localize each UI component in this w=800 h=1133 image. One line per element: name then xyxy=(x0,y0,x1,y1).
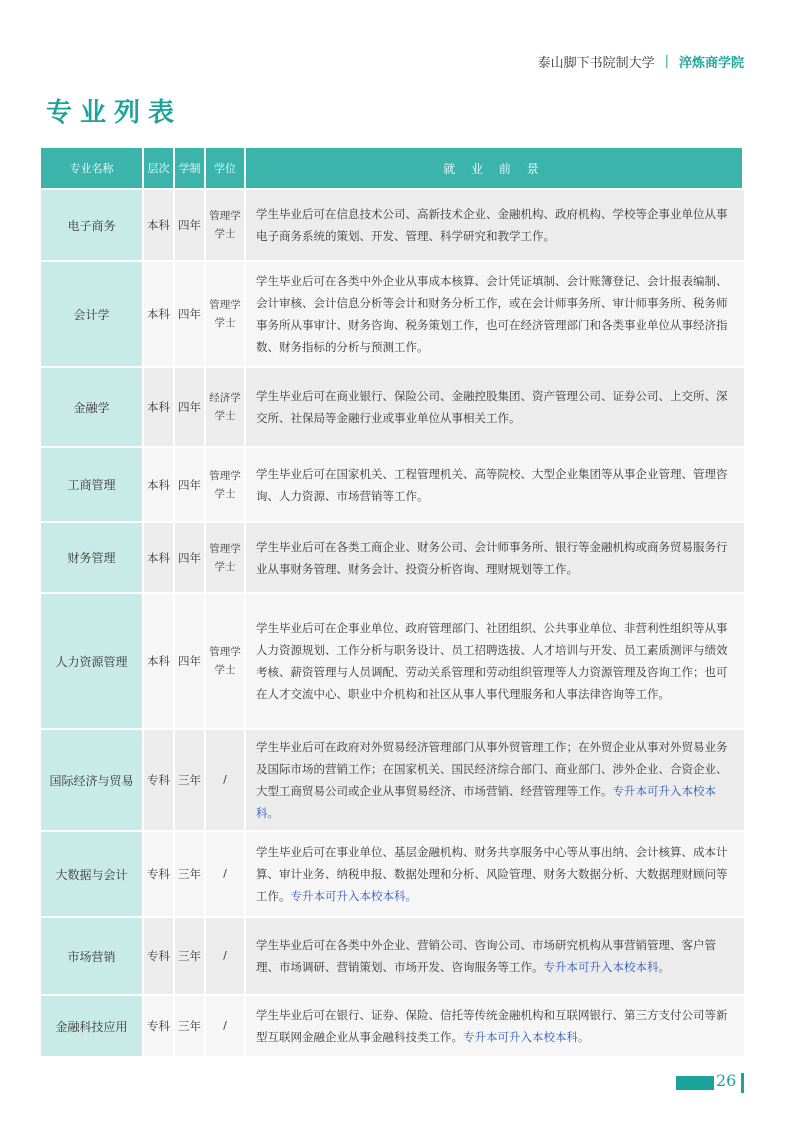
major-name: 国际经济与贸易 xyxy=(41,730,144,830)
table-row xyxy=(41,448,744,521)
col-header-prospect: 就 业 前 景 xyxy=(246,148,744,188)
prospect-text: 学生毕业后可在各类工商企业、财务公司、会计师事务所、银行等金融机构或商务贸易服务行业从事财务管理、财务会计、投资分析咨询、理财规划等工作。 xyxy=(256,539,728,576)
major-degree: 管理学学士 xyxy=(206,594,246,728)
prospect-text: 学生毕业后可在商业银行、保险公司、金融控股集团、资产管理公司、证券公司、上交所、深交所、社保局等金融行业或事业单位从事相关工作。 xyxy=(256,389,728,425)
prospect-text: 学生毕业后可在各类中外企业从事成本核算、会计凭证填制、会计账簿登记、会计报表编制、会计审核、会计信息分析等会计和财务分析工作，或在会计师事务所、审计师事务所、税务师事务所从事审计、财务咨询、税务策划工作，也可在经济管理部门和各类事业单位从事经济指数、财务指标的分析与预测工作。 xyxy=(256,274,728,354)
major-level: 本科 xyxy=(144,594,175,728)
major-degree: 管理学学士 xyxy=(206,262,246,366)
table-header-row xyxy=(41,148,744,188)
major-degree: / xyxy=(206,996,246,1056)
major-level: 本科 xyxy=(144,262,175,366)
university-name: 泰山脚下书院制大学 xyxy=(537,56,655,71)
major-name: 金融学 xyxy=(41,368,144,446)
table-row xyxy=(41,190,744,260)
major-degree: / xyxy=(206,918,246,994)
col-header-level: 层次 xyxy=(144,148,175,188)
major-level: 本科 xyxy=(144,523,175,592)
page-header xyxy=(538,52,744,71)
col-header-years: 学制 xyxy=(175,148,206,188)
major-prospect xyxy=(246,190,744,260)
col-header-name: 专业名称 xyxy=(41,148,144,188)
major-degree: 管理学学士 xyxy=(206,448,246,521)
major-degree: 管理学学士 xyxy=(206,523,246,592)
major-years: 四年 xyxy=(175,523,206,592)
major-name: 会计学 xyxy=(41,262,144,366)
major-years: 三年 xyxy=(175,918,206,994)
major-degree: / xyxy=(206,730,246,830)
major-prospect xyxy=(246,523,744,592)
college-name: 淬炼商学院 xyxy=(678,56,744,71)
table-row xyxy=(41,832,744,916)
table-row xyxy=(41,730,744,830)
table-row xyxy=(41,523,744,592)
major-prospect xyxy=(246,262,744,366)
table-row xyxy=(41,918,744,994)
upgrade-note: 专升本可升入本校本科。 xyxy=(256,784,716,820)
major-level: 专科 xyxy=(144,832,175,916)
major-level: 专科 xyxy=(144,918,175,994)
footer-bar xyxy=(676,1076,714,1090)
major-prospect xyxy=(246,730,744,830)
upgrade-note: 专升本可升入本校本科。 xyxy=(463,1030,590,1044)
major-prospect xyxy=(246,996,744,1056)
upgrade-note: 专升本可升入本校本科。 xyxy=(290,889,417,903)
table-row xyxy=(41,996,744,1056)
major-name: 市场营销 xyxy=(41,918,144,994)
prospect-text: 学生毕业后可在企事业单位、政府管理部门、社团组织、公共事业单位、非营利性组织等从事人力资源规划、工作分析与职务设计、员工招聘选拔、人才培训与开发、员工素质测评与绩效考核、薪资管理与人员调配、劳动关系管理和劳动组织管理等人力资源管理及咨询工作；也可在人才交流中心、职业中介机构和社区从事人事代理服务和人事法律咨询等工作。 xyxy=(256,621,728,701)
col-header-degree: 学位 xyxy=(206,148,246,188)
major-prospect xyxy=(246,448,744,521)
major-years: 四年 xyxy=(175,368,206,446)
major-level: 专科 xyxy=(144,996,175,1056)
major-level: 本科 xyxy=(144,368,175,446)
major-years: 四年 xyxy=(175,190,206,260)
major-prospect xyxy=(246,832,744,916)
major-name: 工商管理 xyxy=(41,448,144,521)
footer-tick xyxy=(741,1073,744,1093)
major-years: 四年 xyxy=(175,594,206,728)
upgrade-note: 专升本可升入本校本科。 xyxy=(543,960,670,974)
header-separator: | xyxy=(664,54,669,69)
prospect-text: 学生毕业后可在国家机关、工程管理机关、高等院校、大型企业集团等从事企业管理、管理咨询、人力资源、市场营销等工作。 xyxy=(256,466,728,503)
major-level: 本科 xyxy=(144,448,175,521)
major-prospect xyxy=(246,594,744,728)
major-years: 三年 xyxy=(175,996,206,1056)
major-degree: / xyxy=(206,832,246,916)
major-degree: 管理学学士 xyxy=(206,190,246,260)
major-degree: 经济学学士 xyxy=(206,368,246,446)
major-name: 财务管理 xyxy=(41,523,144,592)
table-row xyxy=(41,262,744,366)
major-prospect xyxy=(246,918,744,994)
prospect-text: 学生毕业后可在各类中外企业、营销公司、咨询公司、市场研究机构从事营销管理、客户管理、市场调研、营销策划、市场开发、咨询服务等工作。 xyxy=(256,938,716,974)
page-title: 专业列表 xyxy=(46,98,183,128)
prospect-text: 学生毕业后可在信息技术公司、高新技术企业、金融机构、政府机构、学校等企事业单位从事电子商务系统的策划、开发、管理、科学研究和教学工作。 xyxy=(256,207,728,243)
major-years: 四年 xyxy=(175,448,206,521)
major-years: 三年 xyxy=(175,730,206,830)
major-name: 大数据与会计 xyxy=(41,832,144,916)
major-years: 三年 xyxy=(175,832,206,916)
prospect-text: 学生毕业后可在政府对外贸易经济管理部门从事外贸管理工作；在外贸企业从事对外贸易业务及国际市场的营销工作；在国家机关、国民经济综合部门、商业部门、涉外企业、合资企业、大型工商贸易公司或企业从事贸易经济、市场营销、经营管理等工作。 xyxy=(256,740,728,798)
prospect-text: 学生毕业后可在银行、证券、保险、信托等传统金融机构和互联网银行、第三方支付公司等新型互联网金融企业从事金融科技类工作。 xyxy=(256,1008,728,1044)
table-row xyxy=(41,368,744,446)
major-level: 本科 xyxy=(144,190,175,260)
major-name: 电子商务 xyxy=(41,190,144,260)
page-number: 26 xyxy=(716,1071,737,1090)
major-level: 专科 xyxy=(144,730,175,830)
major-prospect xyxy=(246,368,744,446)
prospect-text: 学生毕业后可在事业单位、基层金融机构、财务共享服务中心等从事出纳、会计核算、成本计算、审计业务、纳税申报、数据处理和分析、风险管理、财务大数据分析、大数据理财顾问等工作。 xyxy=(256,845,728,903)
majors-table xyxy=(41,146,744,1058)
table-row xyxy=(41,594,744,728)
major-years: 四年 xyxy=(175,262,206,366)
major-name: 金融科技应用 xyxy=(41,996,144,1056)
major-name: 人力资源管理 xyxy=(41,594,144,728)
